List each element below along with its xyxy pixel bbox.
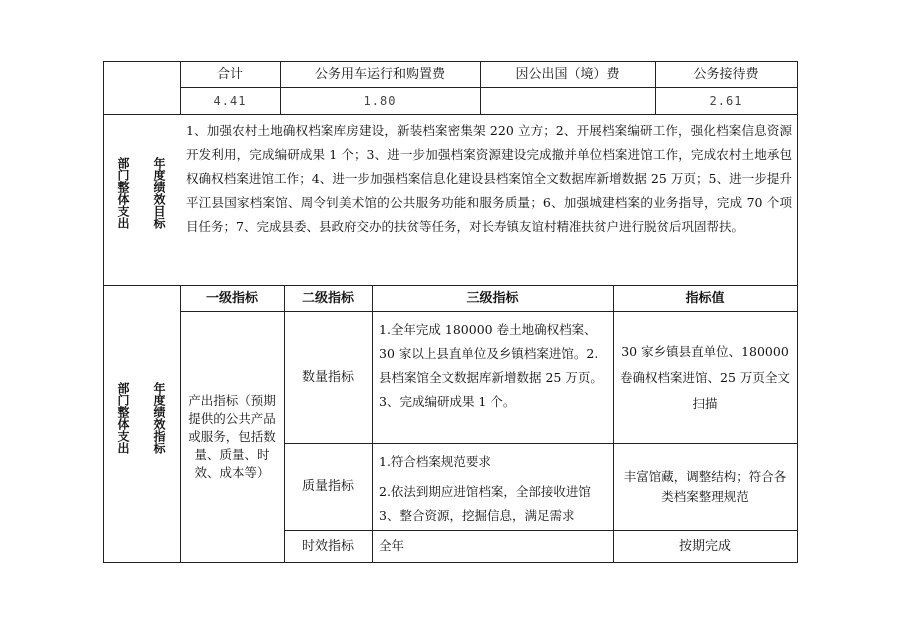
indicator-value-timeliness: 按期完成 [678, 538, 731, 554]
indicator-level1-output: 产出指标（预期提供的公共产品或服务，包括数量、质量、时效、成本等） [188, 393, 276, 480]
indicator-side-label-ind: 年度绩效指标 [152, 382, 166, 454]
indicator-level2-timeliness: 时效指标 [301, 538, 354, 554]
indicator-header-level1: 一级指标 [205, 290, 258, 306]
indicator-value-quantity: 30 家乡镇县直单位、180000 卷确权档案进馆、25 万页全文扫描 [620, 343, 790, 411]
indicator-level2-quantity: 数量指标 [301, 369, 354, 385]
goal-side-label-dept: 部门整体支出 [116, 157, 130, 229]
indicator-header-value: 指标值 [685, 290, 725, 306]
indicator-side-label-dept: 部门整体支出 [116, 382, 130, 454]
indicator-level3-quality-1: 1.符合档案规范要求 [379, 454, 491, 469]
indicator-header-level3: 三级指标 [466, 290, 519, 306]
budget-value-reception: 2.61 [709, 94, 743, 108]
indicator-level3-quantity: 1.全年完成 180000 卷土地确权档案、30 家以上县直单位及乡镇档案进馆。2.县档案馆全文数据库新增数据 25 万页。3、完成编研成果 1 个。 [379, 322, 603, 409]
indicator-value-quality: 丰富馆藏，调整结构；符合各类档案整理规范 [623, 469, 787, 504]
goal-side-label-goal: 年度绩效目标 [152, 157, 166, 229]
budget-header-reception: 公务接待费 [693, 66, 759, 82]
budget-header-vehicle: 公务用车运行和购置费 [314, 66, 445, 82]
budget-value-total: 4.41 [213, 94, 247, 108]
indicator-level3-timeliness: 全年 [379, 538, 405, 553]
indicator-header-level2: 二级指标 [301, 290, 354, 306]
budget-value-vehicle: 1.80 [363, 94, 397, 108]
indicator-level2-quality: 质量指标 [301, 479, 354, 494]
budget-header-abroad: 因公出国（境）费 [515, 66, 620, 82]
budget-header-total: 合计 [216, 66, 243, 82]
indicator-level3-quality-2: 2.依法到期应进馆档案，全部接收进馆 3、整合资源，挖掘信息，满足需求 [379, 484, 591, 523]
budget-value-abroad [480, 88, 655, 114]
goal-text: 1、加强农村土地确权档案库房建设，新装档案密集架 220 立方；2、开展档案编研工作，强化档案信息资源开发利用，完成编研成果 1 个；3、进一步加强档案资源建设完成撤并单位档案进馆工作，完成农村土地承包权确权档案进馆工作；4、进一步加强档案信息化建设县档案馆全文数据库新增数据 25 万页；5、进一步提升平江县国家档案馆、周令钊美术馆的公共服务功能和服务质量；6、加强城建档案的业务指导，完成 70 个项目任务；7、完成县委、县政府交办的扶贫等任务，对长寿镇友谊村精准扶贫户进行脱贫后巩固帮扶。 [186, 123, 792, 234]
